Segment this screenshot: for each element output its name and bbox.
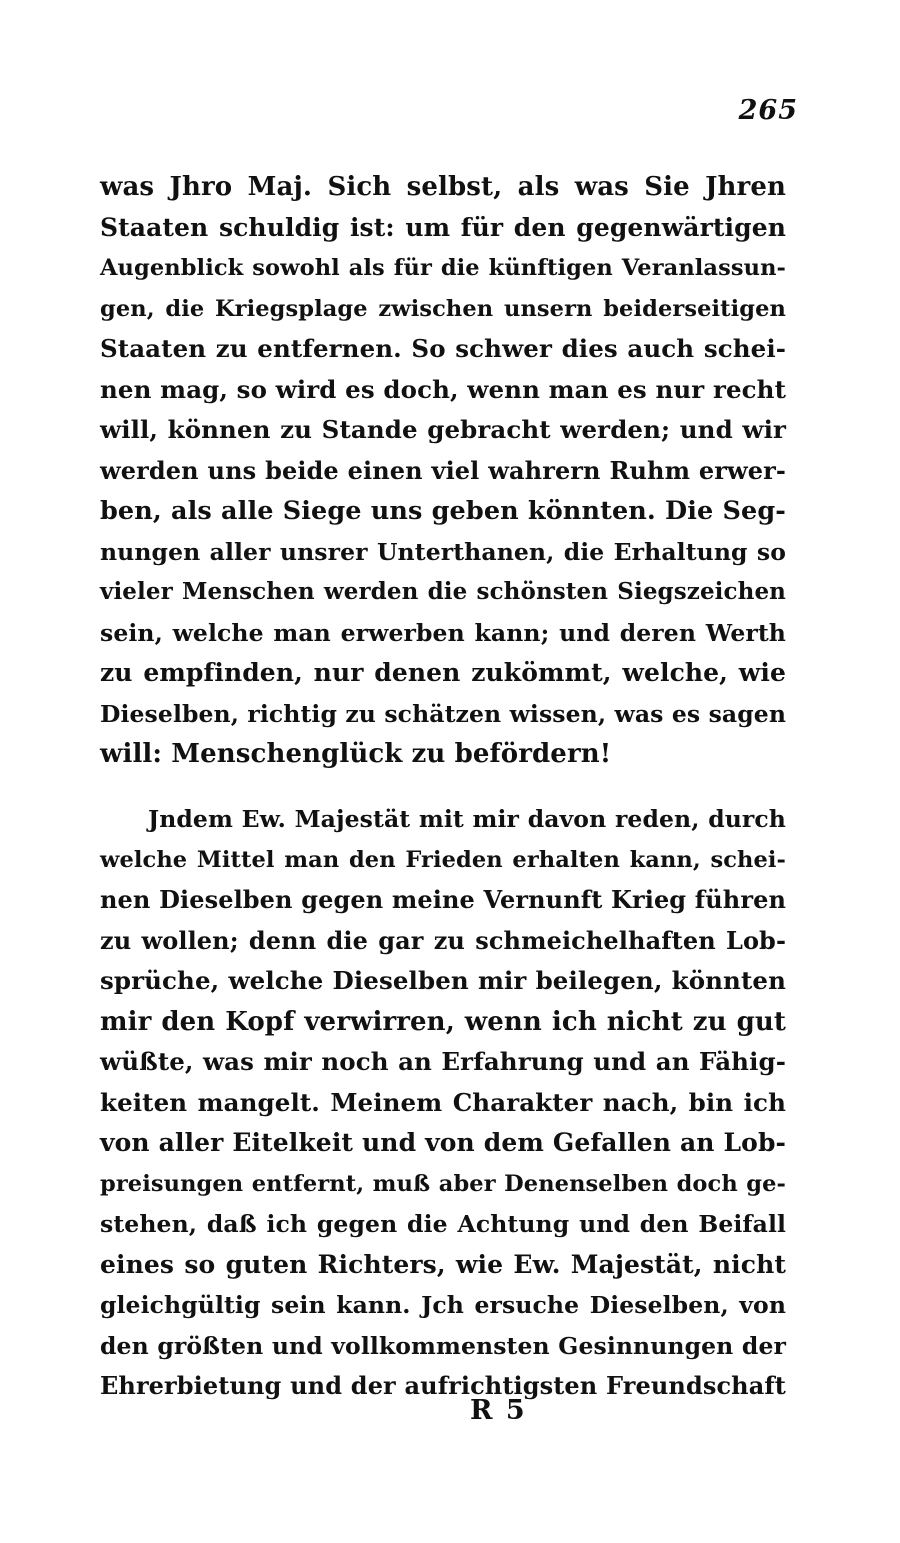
page-number: 265 [738,95,798,126]
text-line: sein, welche man erwerben kann; und deren Werth [100,618,786,647]
text-line: Ehrerbietung und der aufrichtigsten Freundschaft [100,1371,786,1400]
text-line: zu wollen; denn die gar zu schmeichelhaften Lob- [100,925,786,955]
paragraph-2 [100,799,786,1407]
text-line: nen Dieselben gegen meine Vernunft Krieg führen [100,885,786,914]
text-line: Staaten schuldig ist: um für den gegenwärtigen [100,212,786,242]
text-line: keiten mangelt. Meinem Charakter nach, bin ich [100,1087,786,1117]
text-line: ben, als alle Siege uns geben könnten. Die Seg- [100,496,786,526]
text-line: Jndem Ew. Majestät mit mir davon reden, durch [148,805,786,833]
text-line: preisungen entfernt, muß aber Denenselben doch ge- [100,1170,786,1197]
text-line: sprüche, welche Dieselben mir beilegen, könnten [100,966,786,995]
text-line: will, können zu Stande gebracht werden; und wir [100,415,786,444]
text-line: Dieselben, richtig zu schätzen wissen, was es sagen [100,699,786,728]
text-line: Augenblick sowohl als für die künftigen Veranlassun- [100,255,786,281]
text-line: stehen, daß ich gegen die Achtung und den Beifall [100,1210,786,1238]
text-line: Staaten zu entfernen. So schwer dies auch schei- [100,334,786,363]
text-line: welche Mittel man den Frieden erhalten kann, schei- [100,846,786,873]
text-line: vieler Menschen werden die schönsten Siegszeichen [100,578,786,605]
text-line: was Jhro Maj. Sich selbst, als was Sie Jhren [100,172,786,202]
paragraph-1 [100,167,786,775]
signature-mark: R 5 [470,1395,527,1426]
text-line: will: Menschenglück zu befördern! [100,739,612,769]
text-line: gen, die Kriegsplage zwischen unsern beiderseitigen [100,295,786,322]
text-line: von aller Eitelkeit und von dem Gefallen an Lob- [100,1128,786,1157]
text-line: den größten und vollkommensten Gesinnungen der [100,1331,786,1360]
text-line: gleichgültig sein kann. Jch ersuche Dieselben, von [100,1291,786,1319]
text-line: nen mag, so wird es doch, wenn man es nur recht [100,374,786,404]
text-line: mir den Kopf verwirren, wenn ich nicht zu gut [100,1006,786,1037]
text-line: eines so guten Richters, wie Ew. Majestät, nicht [100,1249,786,1279]
text-line: wüßte, was mir noch an Erfahrung und an Fähig- [100,1047,786,1076]
text-line: nungen aller unsrer Unterthanen, die Erhaltung so [100,537,786,566]
text-line: zu empfinden, nur denen zukömmt, welche, wie [100,658,786,687]
text-line: werden uns beide einen viel wahrern Ruhm erwer- [100,455,786,485]
